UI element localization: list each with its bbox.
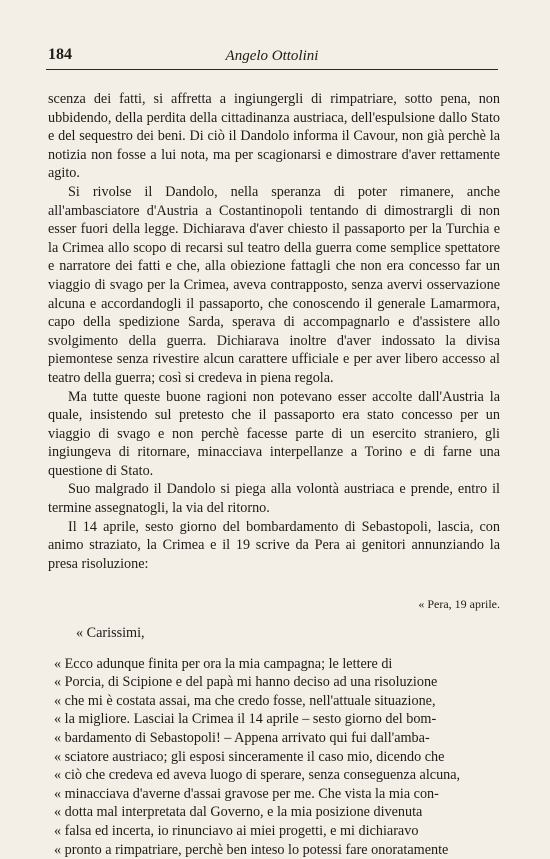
letter-line: « minacciava d'averne d'assai gravose per me. Che vista la mia con- xyxy=(54,785,439,802)
letter-greeting: « Carissimi, xyxy=(76,625,145,642)
paragraph: Suo malgrado il Dandolo si piega alla volontà austriaca e prende, entro il termine assegnatogli, la via del ritorno. xyxy=(48,481,500,517)
letter-date: « Pera, 19 aprile. xyxy=(418,597,500,612)
letter-line: « Ecco adunque finita per ora la mia campagna; le lettere di xyxy=(54,655,393,672)
letter-line: « pronto a rimpatriare, perchè ben inteso lo potessi fare onoratamente xyxy=(54,841,449,858)
paragraph: Ma tutte queste buone ragioni non potevano esser accolte dall'Austria la quale, insistendo sul pretesto che il passaporto era stato concesso per un viaggio di svago e non perchè facesse parte di un esercito straniero, gli ingiungeva di ritornare, minacciava interpellanze a Torino e di farne una questione di Stato. xyxy=(48,388,500,479)
running-head: Angelo Ottolini xyxy=(225,48,319,64)
letter-line: « bardamento di Sebastopoli! – Appena arrivato qui fui dall'amba- xyxy=(54,730,430,746)
letter-line: « ciò che credeva ed aveva luogo di sperare, senza conseguenza alcuna, xyxy=(54,767,461,784)
header-rule xyxy=(46,69,498,70)
page-number: 184 xyxy=(48,46,72,63)
paragraph: Il 14 aprile, sesto giorno del bombardamento di Sebastopoli, lascia, con animo straziato, la Crimea e il 19 scrive da Pera ai genitori annunziando la presa risoluzione: xyxy=(48,518,500,572)
letter-line: « Porcia, di Scipione e del papà mi hanno deciso ad una risoluzione xyxy=(54,674,438,691)
letter-line: « che mi è costata assai, ma che credo fosse, nell'attuale situazione, xyxy=(54,692,436,709)
page-body xyxy=(48,90,500,859)
letter-line: « falsa ed incerta, io rinunciavo ai miei progetti, e mi dichiaravo xyxy=(54,822,419,839)
paragraph: scenza dei fatti, si affretta a ingiungergli di rimpatriare, sotto pena, non ubbidendo, della perdita della cittadinanza austriaca, dell'espulsione dallo Stato e del sequestro dei beni. Di ciò il Dandolo informa il Cavour, non già perchè la notizia non fosse a lui nota, ma per scagionarsi e dimostrare d'aver rettamente agito. xyxy=(48,91,500,182)
letter-line: « la migliore. Lasciai la Crimea il 14 aprile – sesto giorno del bom- xyxy=(54,711,437,728)
page-header xyxy=(46,44,498,70)
letter-line: « dotta mal interpretata dal Governo, e la mia posizione divenuta xyxy=(54,804,423,821)
paragraph: Si rivolse il Dandolo, nella speranza di poter rimanere, anche all'ambasciatore d'Austria a Costantinopoli tentando di dimostrargli di non esser fuori della legge. Dichiarava d'aver chiesto il passaporto per la Turchia e la Crimea allo scopo di recarsi sul teatro della guerra come semplice spettatore e narratore dei fatti e che, alla obiezione fattagli che non era concesso far un viaggio di svago per la Crimea, aveva contrapposto, senza avervi osservazione alcuna e accordandogli il passaporto, che conoscendo il generale Lamarmora, capo della spedizione Sarda, sperava di accompagnarlo e d'assistere allo svolgimento della guerra. Dichiarava inoltre d'aver indossato la divisa piemontese senza rivestire alcun carattere ufficiale e per aver libero accesso al teatro della guerra; così si credeva in piena regola. xyxy=(48,183,500,386)
letter-line: « sciatore austriaco; gli esposi sinceramente il caso mio, dicendo che xyxy=(54,748,445,765)
letter-body xyxy=(54,655,500,859)
